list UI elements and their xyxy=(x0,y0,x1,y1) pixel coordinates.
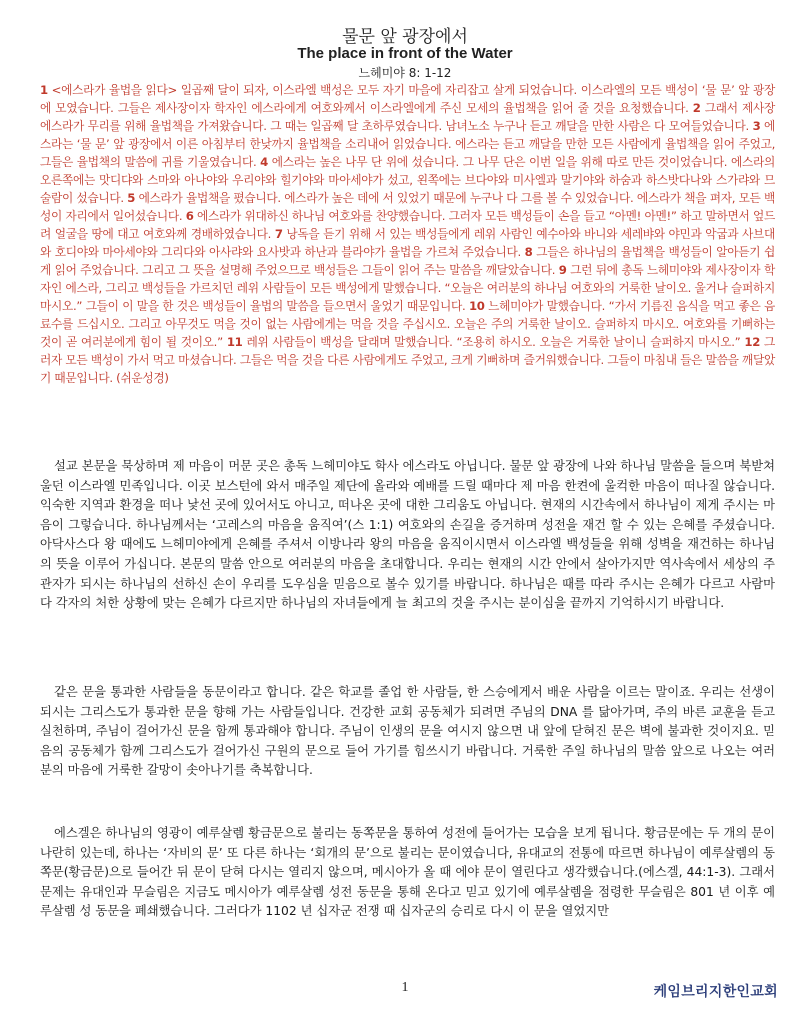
verse-number: 12 xyxy=(744,335,761,349)
verse-text: 그래서 제사장 에스라가 무리를 위해 율법책을 가져왔습니다. 그 때는 일곱째 달 초하루였습니다. 남녀노소 누구나 듣고 깨달을 만한 사람은 다 모여들었습니다. xyxy=(40,101,775,133)
church-name: 케임브리지한인교회 xyxy=(653,984,778,1000)
verse-text: 에스라가 율법책을 폈습니다. 에스라가 높은 데에 서 있었기 때문에 누구나 다 그를 볼 수 있었습니다. 에스라가 책을 펴자, 모든 백성이 자리에서 일어섰습니다. xyxy=(40,191,775,223)
scripture-passage xyxy=(40,81,775,387)
body-paragraph-3: 에스겔은 하나님의 영광이 예루살렘 황금문으로 불리는 동쪽문을 통하여 성전에 들어가는 모습을 보게 됩니다. 황금문에는 두 개의 문이 나란히 있는데, 하나는 ‘자비의 문’ 또 다른 하나는 ‘회개의 문’으로 불리는 문이였습니다, 유대교의 전통에 따르면 하나님이 예루살렘의 동쪽문(황금문)으로 들어간 뒤 문이 닫혀 다시는 열리지 않으며, 메시아가 올 때 에야 문이 열린다고 생각했습니다.(에스겔, 44:1-3). 그래서 문제는 유대인과 무슬림은 지금도 메시아가 예루살렘 성전 동문을 통해 온다고 믿고 있기에 예루살렘을 점령한 무슬림은 801 년 이후 예루살렘 성 동문을 폐쇄했습니다. 그러다가 1102 년 십자군 전쟁 때 십자군의 승리로 다시 이 문을 열었지만 xyxy=(40,826,775,919)
sermon-subtitle: The place in front of the Water xyxy=(297,45,513,62)
verse-text: 에스라는 ‘물 문’ 앞 광장에서 이른 아침부터 한낮까지 율법책을 소리내어 읽었습니다. 에스라는 듣고 깨달을 만한 모든 사람에게 율법책을 읽어 주었고, 그들은 율법책의 말씀에 귀를 기울였습니다. xyxy=(40,119,776,169)
verse-text: 에스라가 위대하신 하나님 여호와를 찬양했습니다. 그러자 모든 백성들이 손을 들고 “아멘! 아멘!” 하고 말하면서 엎드려 얼굴을 땅에 대고 여호와께 경배하였습니다. xyxy=(40,209,775,241)
verse-text: <에스라가 율법을 읽다> 일곱째 달이 되자, 이스라엘 백성은 모두 자기 마을에 자리잡고 살게 되었습니다. 이스라엘의 모든 백성이 ‘물 문’ 앞 광장에 모였습니다. 그들은 제사장이자 학자인 에스라에게 여호와께서 이스라엘에게 주신 모세의 율법책을 읽어 줄 것을 요청했습니다. xyxy=(40,83,775,115)
verse-text: 그런 뒤에 총독 느헤미야와 제사장이자 학자인 에스라, 그리고 백성들을 가르치던 레위 사람들이 모든 백성에게 말했습니다. “오늘은 여러분의 하나님 여호와의 거룩한 날이오. 울거나 슬퍼하지 마시오.” 그들이 이 말을 한 것은 백성들이 율법의 말씀을 들으면서 울었기 때문입니다. xyxy=(40,263,775,313)
verse-text: 레위 사람들이 백성을 달래며 말했습니다. “조용히 하시오. 오늘은 거룩한 날이니 슬퍼하지 마시오.” xyxy=(242,335,745,349)
verse-number: 6 xyxy=(185,209,194,223)
verse-number: 3 xyxy=(752,119,761,133)
verse-number: 10 xyxy=(468,299,485,313)
verse-number: 2 xyxy=(692,101,701,115)
verse-number: 4 xyxy=(260,155,268,169)
verse-text: 느헤미야가 말했습니다. “가서 기름진 음식을 먹고 좋은 음료수를 드십시오. 그리고 아무것도 먹을 것이 없는 사람에게는 먹을 것을 주십시오. 오늘은 주의 거룩한 날이오. 슬퍼하지 마시오. 여호와를 기뻐하는 것이 곧 여러분에게 힘이 될 것이오.” xyxy=(40,299,776,349)
verse-number: 1 xyxy=(40,83,48,97)
sermon-title: 물문 앞 광장에서 xyxy=(342,27,468,47)
verse-number: 9 xyxy=(558,263,567,277)
scripture-reference: 느헤미야 8: 1-12 xyxy=(358,66,452,80)
verse-text: 에스라는 높은 나무 단 위에 섰습니다. 그 나무 단은 이번 일을 위해 따로 만든 것이었습니다. 에스라의 오른쪽에는 맛디댜와 스마와 아나야와 우리야와 힐기야와 마아세야가 섰고, 왼쪽에는 브다야와 미사엘과 말기야와 하숨과 하스밧다나와 스가랴와 므술람이 섰습니다. xyxy=(40,155,775,205)
page-number: 1 xyxy=(401,980,409,995)
verse-number: 8 xyxy=(524,245,533,259)
verse-text: 그들은 하나님의 율법책을 백성들이 알아듣기 쉽게 읽어 주었습니다. 그리고 그 뜻을 설명해 주었으므로 백성들은 그들이 읽어 주는 말씀을 깨달았습니다. xyxy=(40,245,776,277)
verse-text: 그러자 모든 백성이 가서 먹고 마셨습니다. 그들은 먹을 것을 다른 사람에게도 주었고, 크게 기뻐하며 즐거워했습니다. 그들이 마침내 들은 말씀을 깨달았기 때문입니다. (쉬운성경) xyxy=(40,335,775,385)
body-paragraph-2: 같은 문을 통과한 사람들을 동문이라고 합니다. 같은 학교를 졸업 한 사람들, 한 스승에게서 배운 사람을 이르는 말이죠. 우리는 선생이 되시는 그리스도가 통과한 문을 향해 가는 사람들입니다. 건강한 교회 공동체가 되려면 주님의 DNA 를 닮아가며, 주의 바른 교훈을 듣고 실천하며, 주님이 걸어가신 문을 함께 통과해야 합니다. 주님이 인생의 문을 여시지 않으면 내 앞에 닫혀진 문은 벽에 불과한 것이지요. 믿음의 공동체가 함께 그리스도가 걸어가신 구원의 문으로 들어 가기를 힘쓰시기 바랍니다. 거룩한 주일 하나님의 말씀 앞으로 나오는 여러분의 마음에 거룩한 갈망이 솟아나기를 축복합니다. xyxy=(40,685,775,778)
body-paragraph-1: 설교 본문을 묵상하며 제 마음이 머문 곳은 총독 느헤미야도 학사 에스라도 아닙니다. 물문 앞 광장에 나와 하나님 말씀을 들으며 북받쳐 울던 이스라엘 민족입니다. 이곳 보스턴에 와서 매주일 제단에 올라와 예배를 드릴 때마다 제 마음 한켠에 울컥한 마음이 떠나질 않습니다. 익숙한 지역과 환경을 떠나 낯선 곳에 있어서도 아니고, 떠나온 곳에 대한 그리움도 아닙니다. 현재의 시간속에서 하나님이 제게 주시는 마음이 그렇습니다. 하나님께서는 ‘고레스의 마음을 움직여’(스 1:1) 여호와의 손길을 증거하며 성전을 재건 할 수 있는 은혜를 주셨습니다. 아닥사스다 왕 때에도 느헤미야에게 은혜를 주셔서 이방나라 왕의 마음을 움직이시면서 이스라엘 백성들을 위해 성벽을 재건하는 하나님의 뜻을 이루어 가십니다. 본문의 말씀 안으로 여러분의 마음을 초대합니다. 우리는 현재의 시간 안에서 살아가지만 역사속에서 세상의 주관자가 되시는 하나님의 선하신 손이 우리를 도우심을 믿음으로 볼수 있기를 바랍니다. 하나님은 때를 따라 주시는 은혜가 다르고 사람마다 각자의 처한 상황에 맞는 은혜가 다르지만 하나님의 자녀들에게 늘 최고의 것을 주시는 분이심을 끝까지 기억하시기 바랍니다. xyxy=(40,459,775,611)
verse-number: 7 xyxy=(274,227,283,241)
verse-number: 11 xyxy=(226,335,243,349)
verse-text: 낭독을 듣기 위해 서 있는 백성들에게 레위 사람인 예수아와 바니와 세레뱌와 야민과 악굽과 사브대와 호디야와 마아세야와 그리다와 아사랴와 요사밧과 하난과 블라야가 율법을 가르쳐 주었습니다. xyxy=(40,227,775,259)
verse-number: 5 xyxy=(127,191,136,205)
